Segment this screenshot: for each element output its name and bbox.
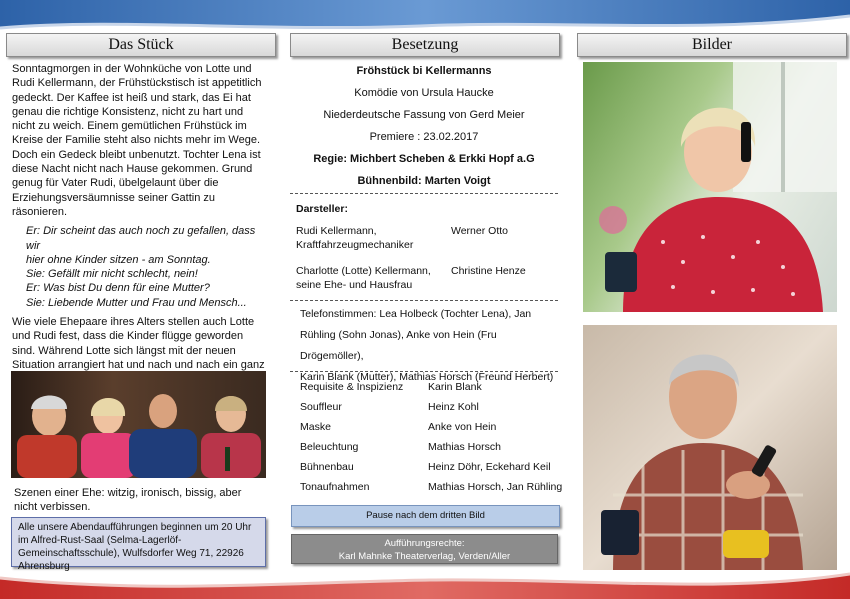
performance-info-box: Alle unsere Abendaufführungen beginnen um 20 Uhr im Alfred-Rust-Saal (Selma-Lagerlöf-Gemeinschaftsschule), Wulfsdorfer Weg 71, 22926 Ahrensburg [11, 517, 266, 567]
director: Regie: Michbert Scheben & Erkki Hopf a.G [313, 153, 535, 165]
crew-name: Mathias Horsch [428, 441, 501, 453]
cast-actor: Werner Otto [451, 225, 508, 237]
photo-caption: Szenen einer Ehe: witzig, ironisch, bissig, aber nicht verbissen. [14, 487, 242, 513]
play-adaptation: Niederdeutsche Fassung von Gerd Meier [323, 109, 525, 121]
crew-role: Souffleur [300, 401, 342, 413]
header-besetzung: Besetzung [290, 33, 560, 57]
performance-rights [291, 534, 558, 564]
section-divider [290, 300, 558, 301]
man-phone-photo [583, 325, 837, 570]
crew-role: Requisite & Inspizienz [300, 381, 404, 393]
cast-role: Charlotte (Lotte) Kellermann, seine Ehe- und Hausfrau [296, 265, 431, 291]
header-das-stueck: Das Stück [6, 33, 276, 57]
header-bilder: Bilder [577, 33, 847, 57]
section-divider [290, 193, 558, 194]
voices-line: Rühling (Sohn Jonas), Anke von Hein (Fru Drögemöller), [300, 329, 497, 362]
voices-line: Karin Blank (Mutter), Mathias Horsch (Freund Herbert) [300, 371, 554, 383]
crew-role: Beleuchtung [300, 441, 359, 453]
dialog-line: Sie: Gefällt mir nicht schlecht, nein! [26, 268, 198, 281]
phone-voices [300, 304, 562, 388]
dialog-line: Er: Dir scheint das auch noch zu gefallen, dass wir [26, 225, 256, 252]
section-divider [290, 371, 558, 372]
crew-role: Maske [300, 421, 331, 433]
crew-name: Heinz Döhr, Eckehard Keil [428, 461, 551, 473]
dialog-line: Er: Was bist Du denn für eine Mutter? [26, 282, 210, 295]
dialog-line: Sie: Liebende Mutter und Frau und Mensch... [26, 296, 247, 309]
crew-name: Heinz Kohl [428, 401, 479, 413]
cast-actor: Christine Henze [451, 265, 526, 277]
play-author: Komödie von Ursula Haucke [354, 87, 494, 99]
top-wave-decoration [0, 0, 850, 34]
stueck-outro: Wie viele Ehepaare ihres Alters stellen auch Lotte und Rudi fest, dass die Kinder flügge geworden sind. Während Lotte sich längst mit der neuen Situation arrangiert hat und nach und nach ein ganz [12, 316, 265, 371]
group-photo [11, 371, 266, 478]
crew-name: Mathias Horsch, Jan Rühling [428, 481, 563, 493]
crew-name: Karin Blank [428, 381, 482, 393]
stage-design: Bühnenbild: Marten Voigt [357, 175, 491, 187]
crew-role: Bühnenbau [300, 461, 354, 473]
stueck-dialog [26, 224, 268, 310]
play-title: Fröhstück bi Kellermanns [356, 65, 492, 77]
stueck-intro: Sonntagmorgen in der Wohnküche von Lotte und Rudi Kellermann, der Frühstückstisch ist appetitlich gedeckt. Der Kaffee ist heiß und stark, das Ei hat genau die richtige Konsistenz, nicht zu hart und nicht zu weich. Einem gemütlichen Frühstück im Kreise der Familie steht also nichts mehr im Wege. Doch ein Gedeck bleibt unbenutzt. Tochter Lena ist diese Nacht nicht nach Hause gekommen. Grund genug für Vater Rudi, übelgelaunt über die Erziehungsversäumnisse seiner Gattin zu räsonieren. [12, 63, 262, 218]
crew-role: Tonaufnahmen [300, 481, 370, 493]
premiere-date: Premiere : 23.02.2017 [369, 131, 479, 143]
crew-name: Anke von Hein [428, 421, 497, 433]
voices-line: Telefonstimmen: Lea Holbeck (Tochter Lena), Jan [300, 308, 532, 320]
darsteller-label: Darsteller: [296, 203, 348, 215]
rights-label: Aufführungsrechte: [384, 538, 465, 549]
woman-phone-photo [583, 62, 837, 312]
rights-value: Karl Mahnke Theaterverlag, Verden/Aller [338, 551, 511, 562]
cast-role: Rudi Kellermann, Kraftfahrzeugmechaniker [296, 225, 414, 251]
dialog-line: hier ohne Kinder sitzen - am Sonntag. [26, 253, 211, 266]
pause-note: Pause nach dem dritten Bild [291, 505, 560, 527]
